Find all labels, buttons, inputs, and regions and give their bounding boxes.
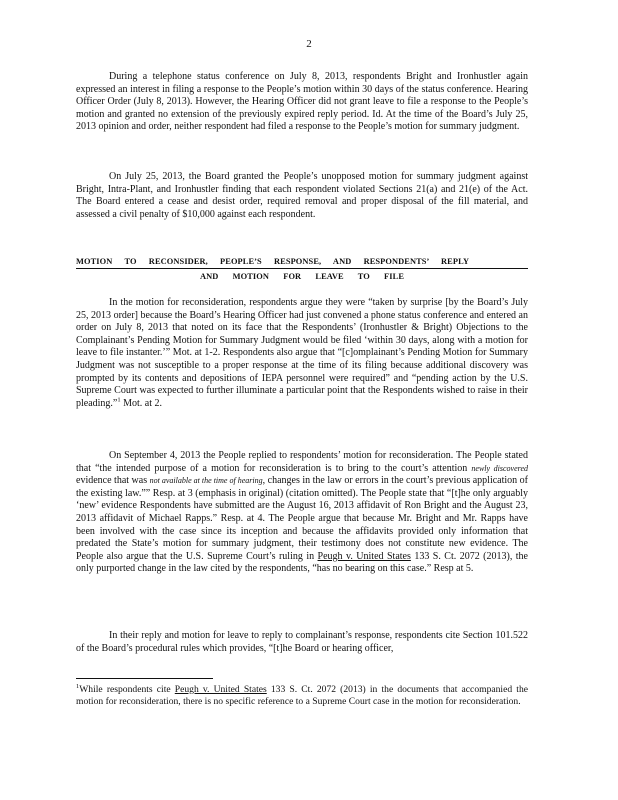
paragraph-respondents-reply: In their reply and motion for leave to reply to complainant’s response, respondents cite Section 101.522 of the Board’s procedural rules which provides, “[t]he Board or hearing officer, xyxy=(76,630,528,654)
paragraph-people-reply xyxy=(76,450,528,576)
paragraph-status-conference: During a telephone status conference on July 8, 2013, respondents Bright and Ironhustler again expressed an interest in filing a response to the People’s motion within 30 days of the status conference. Hearing Officer Order (July 8, 2013). However, the Hearing Officer did not grant leave to file a response to the People’s motion and granted no extension of the previously expired reply period. Id. At the time of the Board’s July 25, 2013 opinion and order, neither respondent had filed a response to the People’s motion for summary judgment. xyxy=(76,71,528,133)
paragraph-board-granted: On July 25, 2013, the Board granted the People’s unopposed motion for summary judgment against Bright, Intra-Plant, and Ironhustler finding that each respondent violated Sections 21(a) and 21(e) of the Act. The Board entered a cease and desist order, required removal and proper disposal of the fill material, and assessed a civil penalty of $10,000 against each respondent. xyxy=(76,171,528,220)
reply-text-d: 133 S. Ct. 2072 (2013), the only purported change in the law cited by the respondents, “has no bearing on this case.” Resp at 5. xyxy=(76,550,528,575)
footnote-marker: 1 xyxy=(76,682,80,690)
reply-text-b: evidence that was xyxy=(76,475,150,487)
footnote-text-a: While respondents cite xyxy=(79,684,175,695)
reply-emphasis-newly: newly discovered xyxy=(471,463,528,473)
reply-text-c: , changes in the law or errors in the court’s previous application of the existing law.”” Resp. at 3 (emphasis in original) (citation omitted). The People state that “[t]he only arguably ‘new’ evidence Respondents have submitted are the August 16, 2013 affidavit of Ron Bright and the August 23, 2013 affidavit of Michael Rapps.” Resp. at 4. The People argue that because Mr. Bright and Mr. Rapps have been involved with the case since its inception and because the affidavits provided only information that predated the State’s motion for summary judgment, their testimony does not constitute new evidence. The People also argue that the U.S. Supreme Court’s ruling in xyxy=(76,475,528,562)
reply-text-a: On September 4, 2013 the People replied to respondents’ motion for reconsideration. The People stated that “the intended purpose of a motion for reconsideration is to bring to the court’s attention xyxy=(76,450,528,474)
paragraph-motion-text: In the motion for reconsideration, respondents argue they were “taken by surprise [by the Board’s July 25, 2013 order] because the Board’s Hearing Officer had just convened a phone status conference and entered an order on July 8, 2013 that noted on its face that the Respondents’ (Ironhustler & Bright) Objections to the Complainant’s Pending Motion for Summary Judgment would be filed ‘within 30 days, along with a motion for leave to file instanter.’” Mot. at 1-2. Respondents also argue that “[c]omplainant’s Pending Motion for Summary Judgment was not susceptible to a proper response at the time of its filing because additional discovery was prompted by its contents and depositions of IEPA personnel were required” and “pending action by the U.S. Supreme Court was expected to further illuminate a particular point that the Respondents wished to raise in their pleading.” xyxy=(76,297,528,409)
footnote-text-b: 133 S. Ct. 2072 (2013) in the documents that accompanied the motion for reconsideration, there is no specific reference to a Supreme Court case in the motion for reconsideration. xyxy=(76,684,529,708)
paragraph-motion-cite: Mot. at 2. xyxy=(120,397,163,409)
footnote-ref: 1 xyxy=(117,396,121,404)
footnote-rule xyxy=(76,678,213,679)
section-heading-line1: MOTION TO RECONSIDER, PEOPLE’S RESPONSE, AND RESPONDENTS’ REPLY xyxy=(76,256,528,269)
section-heading-line2: AND MOTION FOR LEAVE TO FILE xyxy=(199,272,405,281)
page-number: 2 xyxy=(306,38,312,50)
section-heading xyxy=(76,256,528,283)
paragraph-motion-reconsideration xyxy=(76,297,528,410)
footnote xyxy=(76,684,528,708)
footnote-case-citation: Peugh v. United States xyxy=(174,684,267,695)
case-citation: Peugh v. United States xyxy=(317,550,411,562)
reply-emphasis-not-available: not available at the time of hearing xyxy=(149,476,263,486)
